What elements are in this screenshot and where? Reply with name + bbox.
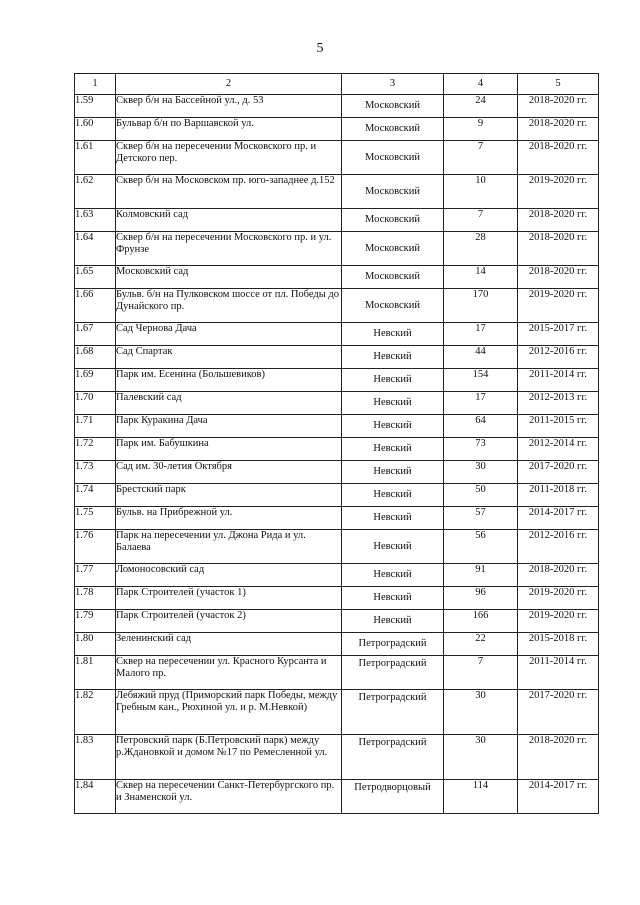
object-name: Ломоносовский сад: [116, 564, 342, 587]
table-row: [75, 392, 599, 415]
row-number: 1.77: [75, 564, 116, 587]
period-value: 2015-2018 гг.: [518, 633, 599, 656]
header-row: [75, 74, 599, 95]
district-name: Невский: [342, 484, 444, 507]
object-name: Сквер б/н на пересечении Московского пр. и Детского пер.: [116, 141, 342, 175]
district-name: Московский: [342, 232, 444, 266]
area-value: 114: [444, 780, 518, 814]
district-name: Московский: [342, 175, 444, 209]
table-row: [75, 175, 599, 209]
area-value: 14: [444, 266, 518, 289]
period-value: 2018-2020 гг.: [518, 141, 599, 175]
page-number: 5: [316, 41, 324, 56]
district-name: Невский: [342, 461, 444, 484]
object-name: Бульв. на Прибрежной ул.: [116, 507, 342, 530]
header-cell: 4: [444, 74, 518, 95]
area-value: 30: [444, 461, 518, 484]
table-row: [75, 461, 599, 484]
header-cell: 1: [75, 74, 116, 95]
table-row: [75, 610, 599, 633]
table-row: [75, 209, 599, 232]
row-number: 1.61: [75, 141, 116, 175]
area-value: 73: [444, 438, 518, 461]
area-value: 7: [444, 209, 518, 232]
district-name: Невский: [342, 564, 444, 587]
table-row: [75, 266, 599, 289]
area-value: 10: [444, 175, 518, 209]
row-number: 1.60: [75, 118, 116, 141]
period-value: 2014-2017 гг.: [518, 780, 599, 814]
object-name: Сквер б/н на пересечении Московского пр. и ул. Фрунзе: [116, 232, 342, 266]
table-row: [75, 530, 599, 564]
area-value: 9: [444, 118, 518, 141]
period-value: 2011-2014 гг.: [518, 656, 599, 690]
row-number: 1.76: [75, 530, 116, 564]
row-number: 1.71: [75, 415, 116, 438]
object-name: Петровский парк (Б.Петровский парк) между р.Ждановкой и домом №17 по Ремесленной ул.: [116, 735, 342, 780]
period-value: 2018-2020 гг.: [518, 232, 599, 266]
object-name: Сквер на пересечении Санкт-Петербургского пр. и Знаменской ул.: [116, 780, 342, 814]
district-name: Московский: [342, 209, 444, 232]
row-number: 1.75: [75, 507, 116, 530]
registry-table: [74, 73, 599, 814]
period-value: 2018-2020 гг.: [518, 118, 599, 141]
table-row: [75, 735, 599, 780]
object-name: Парк Строителей (участок 1): [116, 587, 342, 610]
district-name: Петроградский: [342, 633, 444, 656]
object-name: Лебяжий пруд (Приморский парк Победы, между Гребным кан., Рюхиной ул. и р. М.Невкой): [116, 690, 342, 735]
district-name: Невский: [342, 392, 444, 415]
row-number: 1.59: [75, 95, 116, 118]
object-name: Бульв. б/н на Пулковском шоссе от пл. Победы до Дунайского пр.: [116, 289, 342, 323]
district-name: Невский: [342, 323, 444, 346]
district-name: Невский: [342, 610, 444, 633]
row-number: 1.83: [75, 735, 116, 780]
district-name: Невский: [342, 346, 444, 369]
object-name: Сад Спартак: [116, 346, 342, 369]
period-value: 2019-2020 гг.: [518, 289, 599, 323]
period-value: 2011-2015 гг.: [518, 415, 599, 438]
period-value: 2018-2020 гг.: [518, 564, 599, 587]
area-value: 44: [444, 346, 518, 369]
area-value: 154: [444, 369, 518, 392]
table-row: [75, 690, 599, 735]
area-value: 91: [444, 564, 518, 587]
object-name: Зеленинский сад: [116, 633, 342, 656]
row-number: 1.62: [75, 175, 116, 209]
object-name: Парк Куракина Дача: [116, 415, 342, 438]
area-value: 17: [444, 392, 518, 415]
area-value: 57: [444, 507, 518, 530]
period-value: 2017-2020 гг.: [518, 461, 599, 484]
area-value: 7: [444, 656, 518, 690]
period-value: 2018-2020 гг.: [518, 266, 599, 289]
object-name: Сад Чернова Дача: [116, 323, 342, 346]
table-row: [75, 346, 599, 369]
area-value: 56: [444, 530, 518, 564]
area-value: 22: [444, 633, 518, 656]
object-name: Московский сад: [116, 266, 342, 289]
period-value: 2019-2020 гг.: [518, 175, 599, 209]
district-name: Невский: [342, 587, 444, 610]
object-name: Сквер на пересечении ул. Красного Курсанта и Малого пр.: [116, 656, 342, 690]
area-value: 50: [444, 484, 518, 507]
object-name: Колмовский сад: [116, 209, 342, 232]
object-name: Бульвар б/н по Варшавской ул.: [116, 118, 342, 141]
period-value: 2019-2020 гг.: [518, 610, 599, 633]
district-name: Петроградский: [342, 690, 444, 735]
row-number: 1.81: [75, 656, 116, 690]
area-value: 96: [444, 587, 518, 610]
district-name: Невский: [342, 438, 444, 461]
area-value: 28: [444, 232, 518, 266]
period-value: 2018-2020 гг.: [518, 735, 599, 780]
district-name: Невский: [342, 415, 444, 438]
row-number: 1.70: [75, 392, 116, 415]
period-value: 2018-2020 гг.: [518, 95, 599, 118]
period-value: 2015-2017 гг.: [518, 323, 599, 346]
row-number: 1.78: [75, 587, 116, 610]
row-number: 1.74: [75, 484, 116, 507]
row-number: 1.66: [75, 289, 116, 323]
row-number: 1.79: [75, 610, 116, 633]
table-body: [75, 95, 599, 814]
district-name: Невский: [342, 369, 444, 392]
district-name: Петродворцовый: [342, 780, 444, 814]
row-number: 1.69: [75, 369, 116, 392]
district-name: Московский: [342, 266, 444, 289]
table-row: [75, 369, 599, 392]
object-name: Палевский сад: [116, 392, 342, 415]
header-cell: 2: [116, 74, 342, 95]
district-name: Невский: [342, 507, 444, 530]
object-name: Парк на пересечении ул. Джона Рида и ул. Балаева: [116, 530, 342, 564]
object-name: Парк Строителей (участок 2): [116, 610, 342, 633]
table-row: [75, 507, 599, 530]
object-name: Сквер б/н на Бассейной ул., д. 53: [116, 95, 342, 118]
table-row: [75, 415, 599, 438]
district-name: Московский: [342, 95, 444, 118]
object-name: Парк им. Есенина (Большевиков): [116, 369, 342, 392]
area-value: 166: [444, 610, 518, 633]
table-row: [75, 564, 599, 587]
object-name: Парк им. Бабушкина: [116, 438, 342, 461]
row-number: 1.72: [75, 438, 116, 461]
row-number: 1.73: [75, 461, 116, 484]
area-value: 30: [444, 735, 518, 780]
object-name: Сад им. 30-летия Октября: [116, 461, 342, 484]
row-number: 1.64: [75, 232, 116, 266]
period-value: 2011-2014 гг.: [518, 369, 599, 392]
district-name: Невский: [342, 530, 444, 564]
period-value: 2011-2018 гг.: [518, 484, 599, 507]
table-row: [75, 323, 599, 346]
area-value: 17: [444, 323, 518, 346]
table-row: [75, 438, 599, 461]
area-value: 7: [444, 141, 518, 175]
period-value: 2018-2020 гг.: [518, 209, 599, 232]
row-number: 1.63: [75, 209, 116, 232]
period-value: 2019-2020 гг.: [518, 587, 599, 610]
header-cell: 5: [518, 74, 599, 95]
period-value: 2012-2013 гг.: [518, 392, 599, 415]
table-row: [75, 141, 599, 175]
period-value: 2012-2014 гг.: [518, 438, 599, 461]
area-value: 170: [444, 289, 518, 323]
period-value: 2012-2016 гг.: [518, 530, 599, 564]
district-name: Московский: [342, 141, 444, 175]
object-name: Сквер б/н на Московском пр. юго-западнее д.152: [116, 175, 342, 209]
table-row: [75, 484, 599, 507]
period-value: 2017-2020 гг.: [518, 690, 599, 735]
header-cell: 3: [342, 74, 444, 95]
table-row: [75, 118, 599, 141]
row-number: 1.80: [75, 633, 116, 656]
row-number: 1.67: [75, 323, 116, 346]
district-name: Петроградский: [342, 656, 444, 690]
period-value: 2014-2017 гг.: [518, 507, 599, 530]
area-value: 64: [444, 415, 518, 438]
area-value: 24: [444, 95, 518, 118]
district-name: Петроградский: [342, 735, 444, 780]
area-value: 30: [444, 690, 518, 735]
row-number: 1.82: [75, 690, 116, 735]
table-row: [75, 289, 599, 323]
object-name: Брестский парк: [116, 484, 342, 507]
row-number: 1.68: [75, 346, 116, 369]
table-row: [75, 95, 599, 118]
table-row: [75, 780, 599, 814]
row-number: 1.65: [75, 266, 116, 289]
period-value: 2012-2016 гг.: [518, 346, 599, 369]
district-name: Московский: [342, 118, 444, 141]
district-name: Московский: [342, 289, 444, 323]
table-row: [75, 232, 599, 266]
table-row: [75, 633, 599, 656]
row-number: 1.84: [75, 780, 116, 814]
table-row: [75, 656, 599, 690]
table-row: [75, 587, 599, 610]
